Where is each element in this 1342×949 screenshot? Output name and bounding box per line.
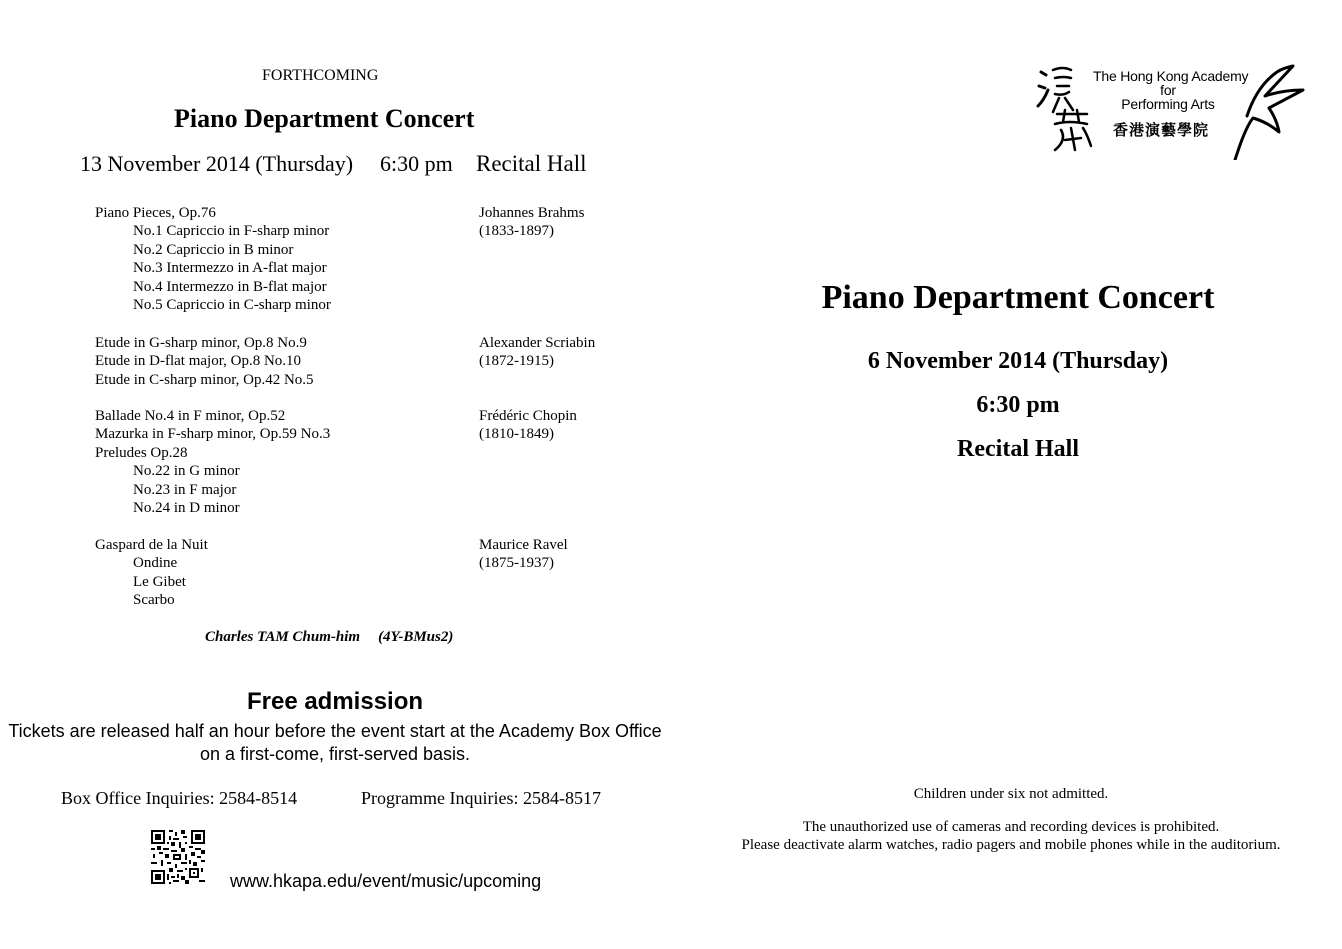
- camera-notice: The unauthorized use of cameras and recording devices is prohibited.: [802, 819, 1220, 835]
- forthcoming-concert-title: Piano Department Concert: [174, 104, 475, 133]
- ticket-release-note: Tickets are released half an hour before the event start at the Academy Box Office on a first-come, first-served basis.: [8, 721, 662, 764]
- concert-time: 6:30 pm: [976, 392, 1060, 418]
- programme-work: No.4 Intermezzo in B-flat major: [133, 278, 327, 295]
- programme-composer: [479, 334, 595, 371]
- free-admission-heading: Free admission: [246, 688, 424, 715]
- composer-name: Frédéric Chopin: [479, 408, 577, 424]
- programme-inquiries: Programme Inquiries: 2584-8517: [361, 788, 601, 808]
- programme-work: Ballade No.4 in F minor, Op.52: [95, 408, 286, 424]
- programme-work: No.3 Intermezzo in A-flat major: [133, 260, 327, 277]
- concert-date: 6 November 2014 (Thursday): [867, 348, 1169, 374]
- qr-code-icon: [151, 830, 205, 884]
- composer-years: (1810-1849): [479, 426, 554, 443]
- programme-work: No.2 Capriccio in B minor: [133, 241, 294, 258]
- programme-group-works: [95, 334, 314, 389]
- programme-work: No.1 Capriccio in F-sharp minor: [133, 223, 330, 240]
- programme-composer: [479, 204, 584, 241]
- composer-name: Maurice Ravel: [479, 537, 568, 553]
- composer-years: (1875-1937): [479, 555, 554, 572]
- programme-work: Etude in D-flat major, Op.8 No.10: [95, 353, 302, 370]
- forthcoming-time: 6:30 pm: [380, 151, 453, 176]
- programme-work: No.24 in D minor: [133, 499, 240, 516]
- programme-work: Etude in C-sharp minor, Op.42 No.5: [95, 371, 314, 388]
- composer-name: Johannes Brahms: [479, 205, 585, 221]
- programme-composer: [479, 407, 577, 444]
- alarm-notice: Please deactivate alarm watches, radio pagers and mobile phones while in the auditorium.: [741, 837, 1281, 853]
- programme-group-works: [95, 204, 331, 314]
- programme-work: No.5 Capriccio in C-sharp minor: [133, 296, 331, 313]
- logo-english-name: The Hong Kong Academy for Performing Arts: [1093, 68, 1249, 112]
- logo-chinese-name: 香港演藝學院: [1113, 123, 1210, 139]
- programme-work: Mazurka in F-sharp minor, Op.59 No.3: [95, 426, 331, 443]
- concert-title: Piano Department Concert: [821, 279, 1215, 316]
- programme-work: No.22 in G minor: [133, 463, 240, 480]
- programme-group-works: [95, 407, 330, 517]
- children-notice: Children under six not admitted.: [913, 786, 1109, 802]
- composer-years: (1872-1915): [479, 353, 554, 370]
- forthcoming-label: FORTHCOMING: [262, 67, 379, 84]
- programme-group-works: [95, 536, 208, 610]
- website-link[interactable]: www.hkapa.edu/event/music/upcoming: [230, 871, 542, 891]
- programme-work: No.23 in F major: [133, 481, 237, 498]
- programme-composer: [479, 536, 568, 573]
- composer-name: Alexander Scriabin: [479, 335, 596, 351]
- composer-years: (1833-1897): [479, 223, 554, 240]
- programme-work: Piano Pieces, Op.76: [95, 205, 216, 221]
- concert-venue: Recital Hall: [957, 436, 1079, 462]
- programme-work: Ondine: [133, 555, 178, 572]
- forthcoming-venue: Recital Hall: [476, 151, 587, 176]
- programme-work: Gaspard de la Nuit: [95, 537, 208, 553]
- performer-name: Charles TAM Chum-him: [205, 629, 361, 645]
- box-office-inquiries: Box Office Inquiries: 2584-8514: [61, 788, 298, 808]
- programme-work: Le Gibet: [133, 573, 186, 590]
- programme-work: Preludes Op.28: [95, 444, 188, 461]
- programme-work: Etude in G-sharp minor, Op.8 No.9: [95, 335, 307, 351]
- programme-work: Scarbo: [133, 592, 175, 609]
- performer-credit: [205, 629, 453, 646]
- forthcoming-date: 13 November 2014 (Thursday): [80, 151, 354, 176]
- hkapa-logo: [1035, 56, 1305, 160]
- performer-degree: (4Y-BMus2): [378, 629, 454, 645]
